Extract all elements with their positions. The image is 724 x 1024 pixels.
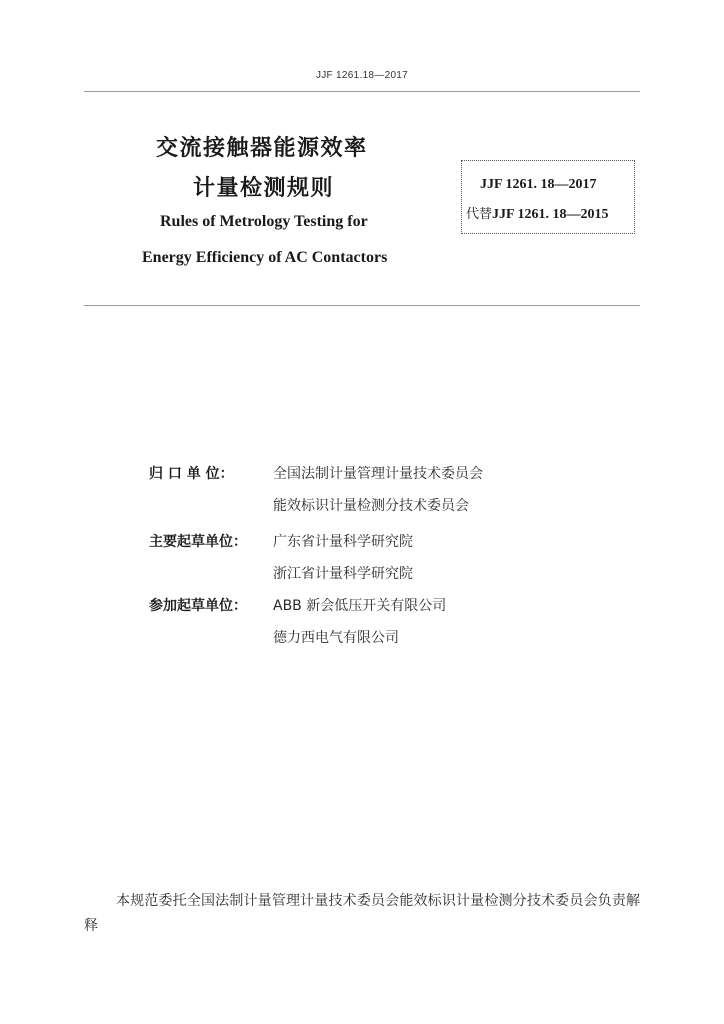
participating-value-2: 德力西电气有限公司 bbox=[273, 630, 399, 646]
standard-code-box bbox=[461, 160, 635, 234]
participating-value-1: ABB 新会低压开关有限公司 bbox=[273, 598, 447, 614]
org-row-drafting-1 bbox=[149, 526, 629, 558]
org-row-participating-1 bbox=[149, 590, 629, 622]
responsible-label: 归 口 单 位： bbox=[149, 466, 234, 482]
replaces-code-line bbox=[466, 203, 609, 223]
org-row-drafting-2 bbox=[149, 558, 629, 590]
org-row-responsible-1 bbox=[149, 458, 629, 490]
title-en-line1: Rules of Metrology Testing for bbox=[160, 213, 368, 230]
top-divider bbox=[84, 91, 640, 92]
header-code: JJF 1261.18—2017 bbox=[315, 70, 409, 81]
middle-divider bbox=[84, 305, 640, 306]
replaces-code: JJF 1261. 18—2015 bbox=[492, 207, 609, 222]
interpretation-note: 本规范委托全国法制计量管理计量技术委员会能效标识计量检测分技术委员会负责解释 bbox=[84, 893, 640, 934]
title-cn-line1: 交流接触器能源效率 bbox=[156, 136, 368, 161]
drafting-value-1: 广东省计量科学研究院 bbox=[273, 534, 413, 550]
responsible-value-1: 全国法制计量管理计量技术委员会 bbox=[273, 466, 483, 482]
drafting-label: 主要起草单位： bbox=[149, 534, 247, 550]
title-en-line2: Energy Efficiency of AC Contactors bbox=[142, 249, 388, 266]
organization-block bbox=[149, 458, 629, 654]
current-code: JJF 1261. 18—2017 bbox=[480, 177, 597, 192]
responsible-value-2: 能效标识计量检测分技术委员会 bbox=[273, 498, 469, 514]
replaces-prefix: 代替 bbox=[466, 207, 493, 222]
participating-label: 参加起草单位： bbox=[149, 598, 247, 614]
drafting-value-2: 浙江省计量科学研究院 bbox=[273, 566, 413, 582]
org-row-responsible-2 bbox=[149, 490, 629, 522]
title-cn-line2: 计量检测规则 bbox=[193, 176, 335, 201]
org-row-participating-2 bbox=[149, 622, 629, 654]
